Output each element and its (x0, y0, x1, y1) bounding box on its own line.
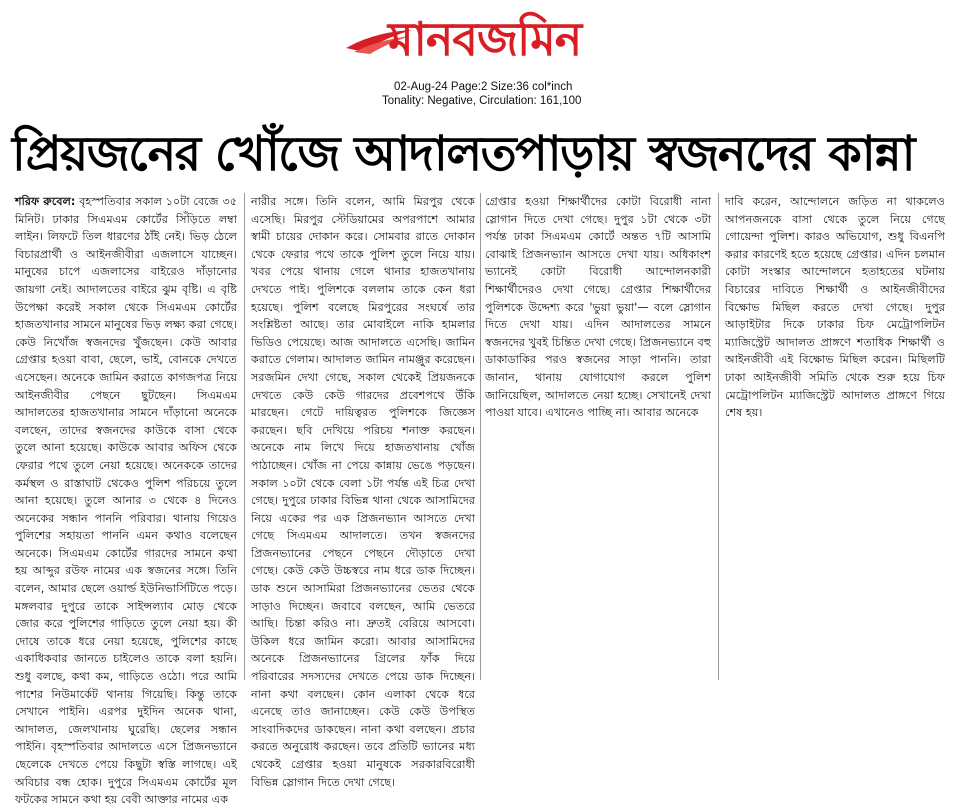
article-column-1 (15, 193, 237, 807)
column-3-text: গ্রেপ্তার হওয়া শিক্ষার্থীদের কোটা বিরোধী নানা স্লোগান দিতে দেখা গেছে। দুপুর ১টা থেকে ৩টা পর্যন্ত ঢাকা সিএমএম কোর্টে অন্তত ৭টি আসামি বোঝাই প্রিজনভ্যান আসতে দেখা যায়। অধিকাংশ ভ্যানেই কোটা বিরোধী আন্দোলনকারী শিক্ষার্থীদেরও দেখা গেছে। গ্রেপ্তার শিক্ষার্থীদের পুলিশকে উদ্দেশ্য করে 'ভুয়া ভুয়া'— বলে স্লোগান দিতে দেখা যায়। এদিন আদালতের সামনে স্বজনদের খুবই চিন্তিত দেখা গেছে। প্রিজনভ্যানে বহু ডাকাডাকির পরও স্বজনের সাড়া পাননি। তারা জানান, থানায় যোগাযোগ করলে পুলিশ জানিয়েছিল, আদালতে নেয়া হচ্ছে। সেখানেই দেখা পাওয়া যাবে। এখানেও পাচ্ছি না। আবার অনেকে (485, 195, 711, 420)
article-body (15, 193, 945, 807)
column-4-text: দাবি করেন, আন্দোলনে জড়িত না থাকলেও আপনজনকে বাসা থেকে তুলে নিয়ে গেছে গোয়েন্দা পুলিশ। কারও অভিযোগ, শুধু বিএনপি করার কারণেই হতে হয়েছে গ্রেপ্তার। এদিন চলমান কোটা সংস্কার আন্দোলনে হতাহতের ঘটনায় বিচারের দাবিতে শিক্ষার্থী ও আইনজীবীদের বিক্ষোভ মিছিল করতে দেখা গেছে। দুপুর আড়াইটার দিকে ঢাকার চিফ মেট্রোপলিটন ম্যাজিস্ট্রেট আদালত প্রাঙ্গণে শতাধিক শিক্ষার্থী ও আইনজীবী এই বিক্ষোভ মিছিল করেন। মিছিলটি ঢাকা আইনজীবী সমিতি থেকে শুরু হয়ে চিফ মেট্রোপলিটন ম্যাজিস্ট্রেট আদালত প্রাঙ্গণে গিয়ে শেষ হয়। (725, 195, 945, 420)
column-2-text: নারীর সঙ্গে। তিনি বলেন, আমি মিরপুর থেকে এসেছি। মিরপুর স্টেডিয়ামের অপরপাশে আমার স্বামী চায়ের দোকান করে। সোমবার রাতে দোকান থেকে ফেরার পথে তাকে পুলিশ তুলে নিয়ে যায়। খবর পেয়ে থানায় গেলে থানার হাজতখানায় দেখতে পাই। পুলিশকে বললাম তাকে কেন ধরা হয়েছে। পুলিশ বলেছে মিরপুরের সংঘর্ষে তার সংশ্লিষ্টতা আছে। তার মোবাইলে নাকি হামলার ভিডিও পেয়েছে। আজ আদালতে এসেছি। জামিন করাতে গেলাম। আদালত জামিন নামঞ্জুর করেছেন। সরজমিন দেখা গেছে, সকাল থেকেই প্রিয়জনকে দেখতে কেউ কেউ গারদের প্রবেশপথে উঁকি মারছেন। গেটে দায়িত্বরত পুলিশকে জিজ্ঞেস করছেন। ছবি দেখিয়ে পরিচয় শনাক্ত করছেন। অনেকে নাম লিখে দিয়ে হাজতখানায় খোঁজ পাঠাচ্ছেন। খোঁজ না পেয়ে কান্নায় ভেঙে পড়ছেন। সকাল ১০টা থেকে বেলা ১টা পর্যন্ত এই চিত্র দেখা গেছে। দুপুরে ঢাকার বিভিন্ন থানা থেকে আসামিদের নিয়ে একের পর এক প্রিজনভ্যান আসতে দেখা গেছে সিএমএম আদালতে। তখন স্বজনদের প্রিজনভ্যানের পেছনে পেছনে দৌড়াতে দেখা গেছে। কেউ কেউ উচ্চস্বরে নাম ধরে ডাক দিচ্ছেন। ডাক শুনে আসামিরা প্রিজনভ্যানের ভেতর থেকে সাড়াও দিচ্ছেন। জবাবে বলছেন, আমি ভেতরে আছি। চিন্তা করিও না। দ্রুতই বেরিয়ে আসবো। উকিল ধরে জামিন করো। আবার আসামিদের অনেকে প্রিজনভ্যানের গ্রিলের ফাঁক দিয়ে পরিবারের সদস্যদের দেখতে পেয়ে ডাক দিচ্ছেন। নানা কথা বলছেন। কোন এলাকা থেকে ধরে এনেছে তাও জানাচ্ছেন। কেউ কেউ উপস্থিত সাংবাদিকদের ডাকছেন। নানা কথা বলছেন। প্রচার করতে অনুরোধ করছেন। তবে প্রতিটি ভ্যানের মধ্য থেকেই গ্রেপ্তার হওয়া মানুষকে সরকারবিরোধী বিভিন্ন স্লোগান দিতে দেখা গেছে। (251, 195, 475, 789)
column-1-text: বৃহস্পতিবার সকাল ১০টা বেজে ৩৫ মিনিট। ঢাকার সিএমএম কোর্টের সিঁড়িতে লম্বা লাইন। লিফটে তিল ধারণের ঠাঁই নেই। ভিড় ঠেলে বিচারপ্রার্থী ও আইনজীবীরা এজলাসে যাচ্ছেন। মানুষের চাপে এজলাসের বাইরেও দাঁড়ানোর জায়গা নেই। আদালতের বাইরে ঝুম বৃষ্টি। এ বৃষ্টি উপেক্ষা করেই সকাল থেকে সিএমএম কোর্টের হাজতখানার সামনে মানুষের ভিড় লক্ষ্য করা গেছে। কেউ নিখোঁজ স্বজনদের খুঁজছেন। কেউ আবার গ্রেপ্তার হওয়া বাবা, ছেলে, ভাই, বোনকে দেখতে এসেছেন। অনেকে জামিন করাতে কাগজপত্র নিয়ে আইনজীবীর পেছনে ছুটছেন। সিএমএম আদালতের হাজতখানার সামনে দাঁড়ানো অনেকে বলছেন, তাদের স্বজনদের কাউকে বাসা থেকে তুলে আনা হয়েছে। কাউকে আবার অফিস থেকে ফেরার পথে তুলে নেয়া হয়েছে। অনেককে তাদের কর্মস্থল ও রাস্তাঘাট থেকেও পুলিশ পরিচয়ে তুলে আনা হয়েছে। তুলে আনার ৩ থেকে ৪ দিনেও অনেকের সন্ধান পাননি পরিবার। থানায় গিয়েও পুলিশের সহায়তা পাননি এমন কথাও বলেছেন অনেকে। সিএমএম কোর্টের গারদের সামনে কথা হয় আব্দুর রউফ নামের এক স্বজনের সঙ্গে। তিনি বলেন, আমার ছেলে ওয়ার্ল্ড ইউনিভার্সিটিতে পড়ে। মঙ্গলবার দুপুরে তাকে সাইন্সল্যাব মোড় থেকে জোর করে পুলিশের গাড়িতে তুলে নেয়া হয়। কী দোষে তাকে ধরে নেয়া হয়েছে, পুলিশের কাছে একাধিকবার জানতে চাইলেও তাকে বলা হয়নি। শুধু বলছে, কথা কম, গাড়িতে ওঠো। পরে আমি পাশের নিউমার্কেট থানায় গিয়েছি। কিন্তু তাকে সেখানে পাইনি। এরপর দুইদিন অনেক থানা, আদালত, জেলখানায় ঘুরেছি। ছেলের সন্ধান পাইনি। বৃহস্পতিবার আদালতে এসে প্রিজনভ্যানে ছেলেকে দেখতে পেয়ে কিছুটা স্বস্তি লাগছে। এই অবিচার বন্ধ হোক। দুপুরে সিএমএম কোর্টের মূল ফটকের সামনে কথা হয় বেবী আক্তার নামের এক (15, 195, 237, 807)
headline: প্রিয়জনের খোঁজে আদালতপাড়ায় স্বজনদের কান্না (12, 126, 915, 182)
column-divider (480, 193, 481, 680)
article-column-3 (485, 193, 711, 680)
newspaper-logo: মানবজমিন (388, 12, 582, 66)
article-column-2 (251, 193, 475, 789)
column-divider (718, 193, 719, 680)
byline: শরিফ রুবেল: (15, 195, 76, 208)
clipping-meta (382, 80, 581, 108)
masthead (330, 6, 630, 76)
clipping-tonality-circulation: Tonality: Negative, Circulation: 161,100 (382, 95, 582, 107)
clipping-date-size: 02-Aug-24 Page:2 Size:36 col*inch (394, 81, 573, 93)
column-divider (244, 193, 245, 680)
article-column-4 (725, 193, 945, 680)
